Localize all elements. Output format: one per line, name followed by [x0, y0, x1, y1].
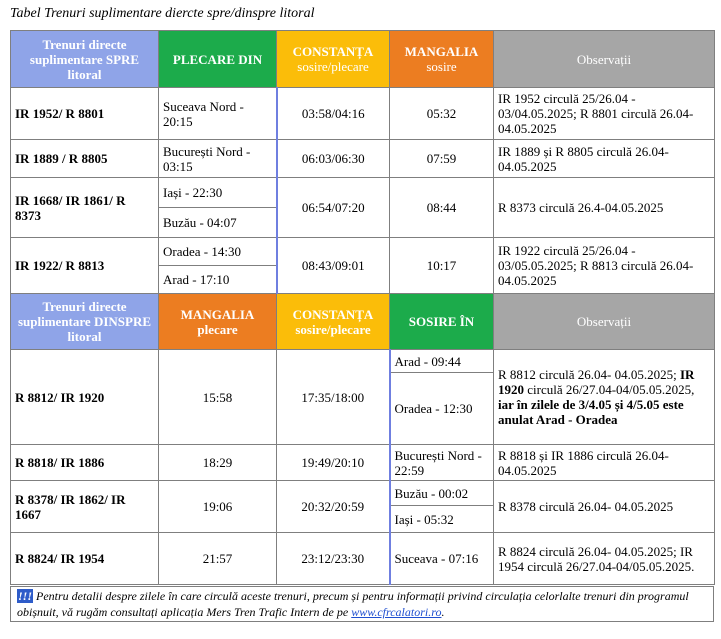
notes: IR 1922 circulă 25/26.04 - 03/05.05.2025; R 8813 circulă 26.04- 04.05.2025 [494, 238, 715, 294]
mangalia-time: 21:57 [159, 533, 277, 585]
mangalia-time: 08:44 [390, 178, 494, 238]
train-number: R 8812/ IR 1920 [11, 350, 159, 445]
to-sea-header-row [11, 31, 715, 88]
notes: IR 1952 circulă 25/26.04 - 03/04.05.2025; R 8801 circulă 26.04-04.05.2025 [494, 88, 715, 140]
from-sea-trains-header: Trenuri directe suplimentare DINSPRE litoral [11, 294, 159, 350]
constanta-time: 03:58/04:16 [277, 88, 390, 140]
arrival-station: Suceava - 07:16 [390, 533, 494, 585]
train-number: IR 1922/ R 8813 [11, 238, 159, 294]
from-sea-notes-header: Observații [494, 294, 715, 350]
table-row [11, 238, 715, 266]
mangalia-time: 15:58 [159, 350, 277, 445]
train-number: R 8378/ IR 1862/ IR 1667 [11, 481, 159, 533]
departure-station: Oradea - 14:30 [159, 238, 277, 266]
to-sea-departure-header: PLECARE DIN [159, 31, 277, 88]
arrival-station: Arad - 09:44 [390, 350, 494, 373]
attention-marker: !!! [18, 589, 33, 603]
train-number: R 8818/ IR 1886 [11, 445, 159, 481]
to-sea-constanta-header: CONSTANȚA sosire/plecare [277, 31, 390, 88]
mangalia-time: 10:17 [390, 238, 494, 294]
train-schedule-table [10, 30, 715, 585]
constanta-time: 23:12/23:30 [277, 533, 390, 585]
from-sea-constanta-header: CONSTANȚA sosire/plecare [277, 294, 390, 350]
departure-station: Arad - 17:10 [159, 266, 277, 294]
arrival-station: Oradea - 12:30 [390, 373, 494, 445]
mangalia-time: 07:59 [390, 140, 494, 178]
table-row [11, 445, 715, 481]
constanta-time: 17:35/18:00 [277, 350, 390, 445]
footnote [10, 586, 714, 622]
mangalia-time: 18:29 [159, 445, 277, 481]
train-number: IR 1889 / R 8805 [11, 140, 159, 178]
to-sea-notes-header: Observații [494, 31, 715, 88]
notes: R 8824 circulă 26.04- 04.05.2025; IR 1954 circulă 26/27.04-04/05.05.2025. [494, 533, 715, 585]
table-row [11, 140, 715, 178]
notes: R 8812 circulă 26.04- 04.05.2025; IR 1920 circulă 26/27.04-04/05.05.2025, iar în zilele de 3/4.05 și 4/5.05 este anulat Arad - Oradea [494, 350, 715, 445]
constanta-time: 06:03/06:30 [277, 140, 390, 178]
to-sea-trains-header: Trenuri directe suplimentare SPRE litoral [11, 31, 159, 88]
table-row [11, 481, 715, 506]
arrival-station: Buzău - 00:02 [390, 481, 494, 506]
table-row [11, 88, 715, 140]
arrival-station: București Nord - 22:59 [390, 445, 494, 481]
constanta-time: 06:54/07:20 [277, 178, 390, 238]
from-sea-arrival-header: SOSIRE ÎN [390, 294, 494, 350]
train-number: R 8824/ IR 1954 [11, 533, 159, 585]
table-caption: Tabel Trenuri suplimentare diercte spre/dinspre litoral [10, 6, 315, 21]
train-number: IR 1668/ IR 1861/ R 8373 [11, 178, 159, 238]
mangalia-time: 05:32 [390, 88, 494, 140]
mangalia-time: 19:06 [159, 481, 277, 533]
table-row [11, 178, 715, 208]
notes: R 8378 circulă 26.04- 04.05.2025 [494, 481, 715, 533]
arrival-station: Iași - 05:32 [390, 506, 494, 533]
from-sea-mangalia-header: MANGALIA plecare [159, 294, 277, 350]
departure-station: Buzău - 04:07 [159, 208, 277, 238]
table-row [11, 533, 715, 585]
train-number: IR 1952/ R 8801 [11, 88, 159, 140]
departure-station: Iași - 22:30 [159, 178, 277, 208]
departure-station: București Nord - 03:15 [159, 140, 277, 178]
notes: R 8818 și IR 1886 circulă 26.04-04.05.2025 [494, 445, 715, 481]
notes: R 8373 circulă 26.4-04.05.2025 [494, 178, 715, 238]
footnote-end: . [441, 605, 445, 619]
departure-station: Suceava Nord - 20:15 [159, 88, 277, 140]
from-sea-header-row [11, 294, 715, 350]
footnote-text: Pentru detalii despre zilele în care circulă aceste trenuri, precum și pentru informații privind circulația celorlalte trenuri din programul obișnuit, vă rugăm consultați aplicația Mers Tren Trafic Intern de pe [17, 589, 689, 619]
constanta-time: 20:32/20:59 [277, 481, 390, 533]
cfr-link[interactable]: www.cfrcalatori.ro [351, 605, 442, 619]
constanta-time: 08:43/09:01 [277, 238, 390, 294]
table-row [11, 350, 715, 373]
constanta-time: 19:49/20:10 [277, 445, 390, 481]
to-sea-mangalia-header: MANGALIA sosire [390, 31, 494, 88]
notes: IR 1889 și R 8805 circulă 26.04-04.05.2025 [494, 140, 715, 178]
